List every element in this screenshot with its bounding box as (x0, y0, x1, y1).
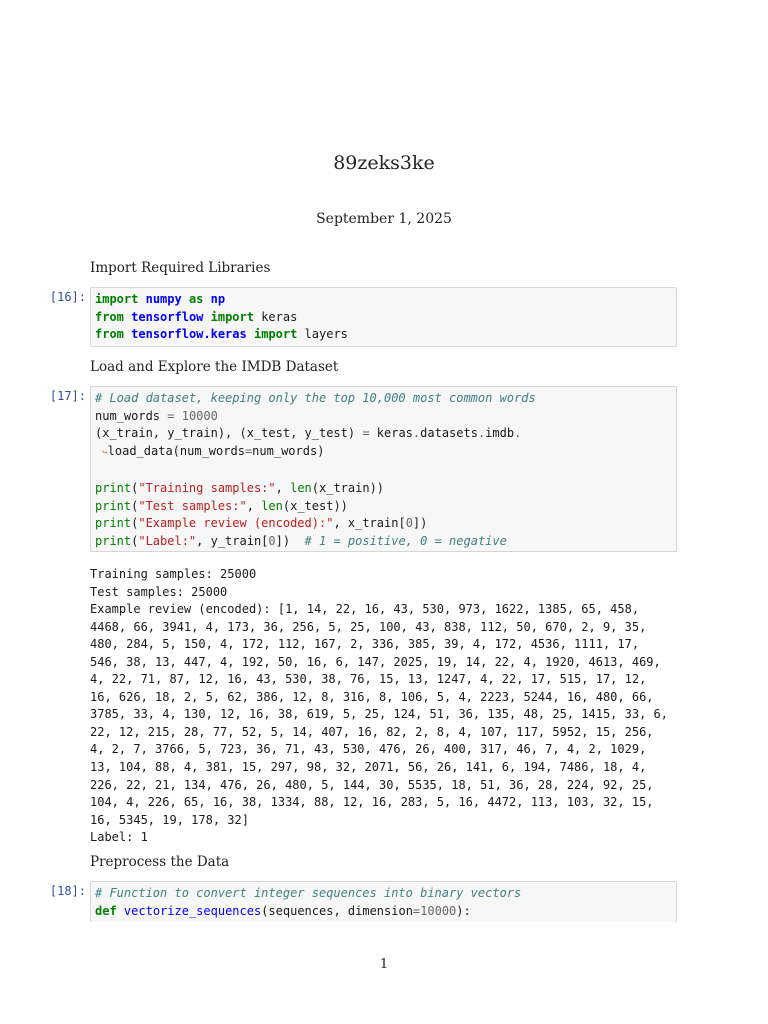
cell-prompt: [17]: (49, 389, 86, 403)
code-line: print("Example review (encoded):", x_train[0]) (95, 516, 428, 531)
output-line: 226, 22, 21, 134, 476, 26, 480, 5, 144, 30, 5535, 18, 51, 36, 28, 224, 92, 25, (90, 777, 654, 792)
cell-prompt: [16]: (49, 290, 86, 304)
section-heading: Load and Explore the IMDB Dataset (90, 359, 339, 375)
output-line: 480, 284, 5, 150, 4, 172, 112, 167, 2, 336, 385, 39, 4, 172, 4536, 1111, 17, (90, 637, 640, 652)
code-line: # Function to convert integer sequences into binary vectors (95, 886, 522, 900)
code-cell[interactable] (90, 881, 677, 922)
output-line: 104, 4, 226, 65, 16, 38, 1334, 88, 12, 16, 283, 5, 16, 4472, 113, 103, 32, 15, (90, 795, 654, 810)
output-line: 4, 2, 7, 3766, 5, 723, 36, 71, 43, 530, 476, 26, 400, 317, 46, 7, 4, 2, 1029, (90, 742, 647, 757)
code-line: print("Label:", y_train[0]) # 1 = positive, 0 = negative (95, 533, 507, 548)
document-title: 89zeks3ke (333, 152, 435, 174)
code-line: from tensorflow.keras import layers (95, 327, 348, 342)
code-line: import numpy as np (95, 292, 226, 306)
output-line: Label: 1 (90, 830, 148, 845)
output-line: 22, 12, 215, 28, 77, 52, 5, 14, 407, 16, 82, 2, 8, 4, 107, 117, 5952, 15, 256, (90, 724, 654, 739)
output-line: 16, 626, 18, 2, 5, 62, 386, 12, 8, 316, 8, 106, 5, 4, 2223, 5244, 16, 480, 66, (90, 689, 654, 704)
code-line: # Load dataset, keeping only the top 10,000 most common words (95, 391, 536, 405)
code-line: print("Training samples:", len(x_train)) (95, 480, 385, 495)
output-line: 4, 22, 71, 87, 12, 16, 43, 530, 38, 76, 15, 13, 1247, 4, 22, 17, 515, 17, 12, (90, 672, 647, 687)
output-line: Test samples: 25000 (90, 584, 228, 599)
output-line: 3785, 33, 4, 130, 12, 16, 38, 619, 5, 25, 124, 51, 36, 135, 48, 25, 1415, 33, 6, (90, 707, 668, 722)
output-line: 13, 104, 88, 4, 381, 15, 297, 98, 32, 2071, 56, 26, 141, 6, 194, 7486, 18, 4, (90, 760, 647, 775)
code-line: (x_train, y_train), (x_test, y_test) = keras.datasets.imdb. (95, 426, 522, 441)
output-line: 546, 38, 13, 447, 4, 192, 50, 16, 6, 147, 2025, 19, 14, 22, 4, 1920, 4613, 469, (90, 654, 661, 669)
code-line: from tensorflow import keras (95, 309, 298, 324)
line-continuation-icon: ↪ (102, 447, 108, 458)
output-line: 16, 5345, 19, 178, 32] (90, 812, 249, 827)
output-line: Training samples: 25000 (90, 567, 257, 581)
cell-prompt: [18]: (49, 884, 86, 898)
code-line: def vectorize_sequences(sequences, dimension=10000): (95, 903, 471, 918)
section-heading: Preprocess the Data (90, 854, 230, 870)
section-heading: Import Required Libraries (90, 260, 271, 276)
code-cell[interactable] (90, 287, 677, 347)
code-cell[interactable] (90, 386, 677, 552)
page-number: 1 (379, 957, 389, 972)
cell-output (90, 566, 690, 847)
document-date: September 1, 2025 (316, 211, 452, 227)
code-line: num_words = 10000 (95, 408, 218, 423)
output-line: Example review (encoded): [1, 14, 22, 16, 43, 530, 973, 1622, 1385, 65, 458, (90, 602, 640, 617)
code-line: print("Test samples:", len(x_test)) (95, 498, 348, 513)
code-line: ↪load_data(num_words=num_words) (102, 443, 325, 458)
output-line: 4468, 66, 3941, 4, 173, 36, 256, 5, 25, 100, 43, 838, 112, 50, 670, 2, 9, 35, (90, 619, 647, 634)
